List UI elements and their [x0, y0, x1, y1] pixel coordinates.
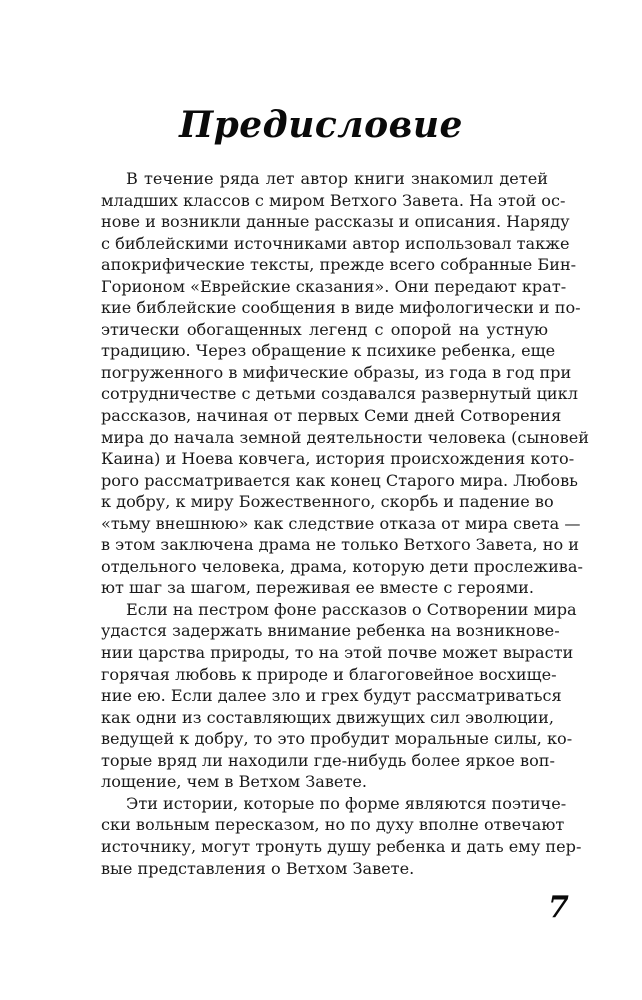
text-line: Эти истории, которые по форме являются поэтиче- [126, 793, 567, 813]
text-line: ведущей к добру, то это пробудит моральные силы, ко- [101, 729, 573, 749]
paragraph [101, 599, 577, 793]
text-line: к добру, к миру Божественного, скорбь и падение во [101, 492, 554, 512]
text-line: В течение ряда лет автор книги знакомил детей [126, 169, 548, 188]
text-line: как одни из составляющих движущих сил эволюции, [101, 707, 555, 727]
text-line: торые вряд ли находили где-нибудь более яркое воп- [101, 750, 555, 770]
text-line: «тьму внешнюю» как следствие отказа от мира света — [101, 513, 581, 533]
text-line: апокрифические тексты, прежде всего собранные Бин- [101, 255, 577, 275]
paragraph [101, 168, 589, 599]
text-line: погруженного в мифические образы, из года в год при [101, 362, 572, 382]
text-line: нове и возникли данные рассказы и описания. Наряду [101, 212, 570, 232]
text-line: рассказов, начиная от первых Семи дней Сотворения [101, 406, 562, 426]
text-line: ют шаг за шагом, переживая ее вместе с героями. [101, 578, 534, 598]
text-line: рого рассматривается как конец Старого мира. Любовь [101, 470, 578, 490]
text-line: отдельного человека, драма, которую дети прослежива- [101, 556, 583, 576]
text-line: с библейскими источниками автор использовал также [101, 233, 570, 253]
page-number: 7 [548, 890, 569, 925]
body-text [101, 168, 589, 879]
chapter-title: Предисловие [179, 104, 463, 146]
text-line: Каина) и Ноева ковчега, история происхождения кото- [101, 449, 575, 469]
paragraph [101, 793, 582, 879]
text-line: ски вольным пересказом, но по духу вполне отвечают [101, 815, 565, 835]
text-line: сотрудничестве с детьми создавался развернутый цикл [101, 384, 578, 404]
text-line: мира до начала земной деятельности человека (сыновей [101, 427, 589, 447]
text-line: вые представления о Ветхом Завете. [101, 858, 415, 878]
text-line: в этом заключена драма не только Ветхого Завета, но и [101, 535, 579, 555]
text-line: Горионом «Еврейские сказания». Они передают крат- [101, 276, 567, 296]
text-line: ние ею. Если далее зло и грех будут рассматриваться [101, 686, 562, 706]
text-line: этически обогащенных легенд с опорой на устную [101, 319, 548, 339]
text-line: кие библейские сообщения в виде мифологически и по- [101, 298, 581, 318]
text-line: младших классов с миром Ветхого Завета. На этой ос- [101, 190, 566, 210]
text-line: удастся задержать внимание ребенка на возникнове- [101, 621, 560, 641]
text-line: традицию. Через обращение к психике ребенка, еще [101, 341, 556, 361]
text-line: нии царства природы, то на этой почве может вырасти [101, 643, 574, 663]
text-line: лощение, чем в Ветхом Завете. [101, 772, 367, 792]
text-line: источнику, могут тронуть душу ребенка и дать ему пер- [101, 836, 582, 856]
text-line: Если на пестром фоне рассказов о Сотворении мира [126, 599, 577, 619]
text-line: горячая любовь к природе и благоговейное восхище- [101, 664, 557, 684]
